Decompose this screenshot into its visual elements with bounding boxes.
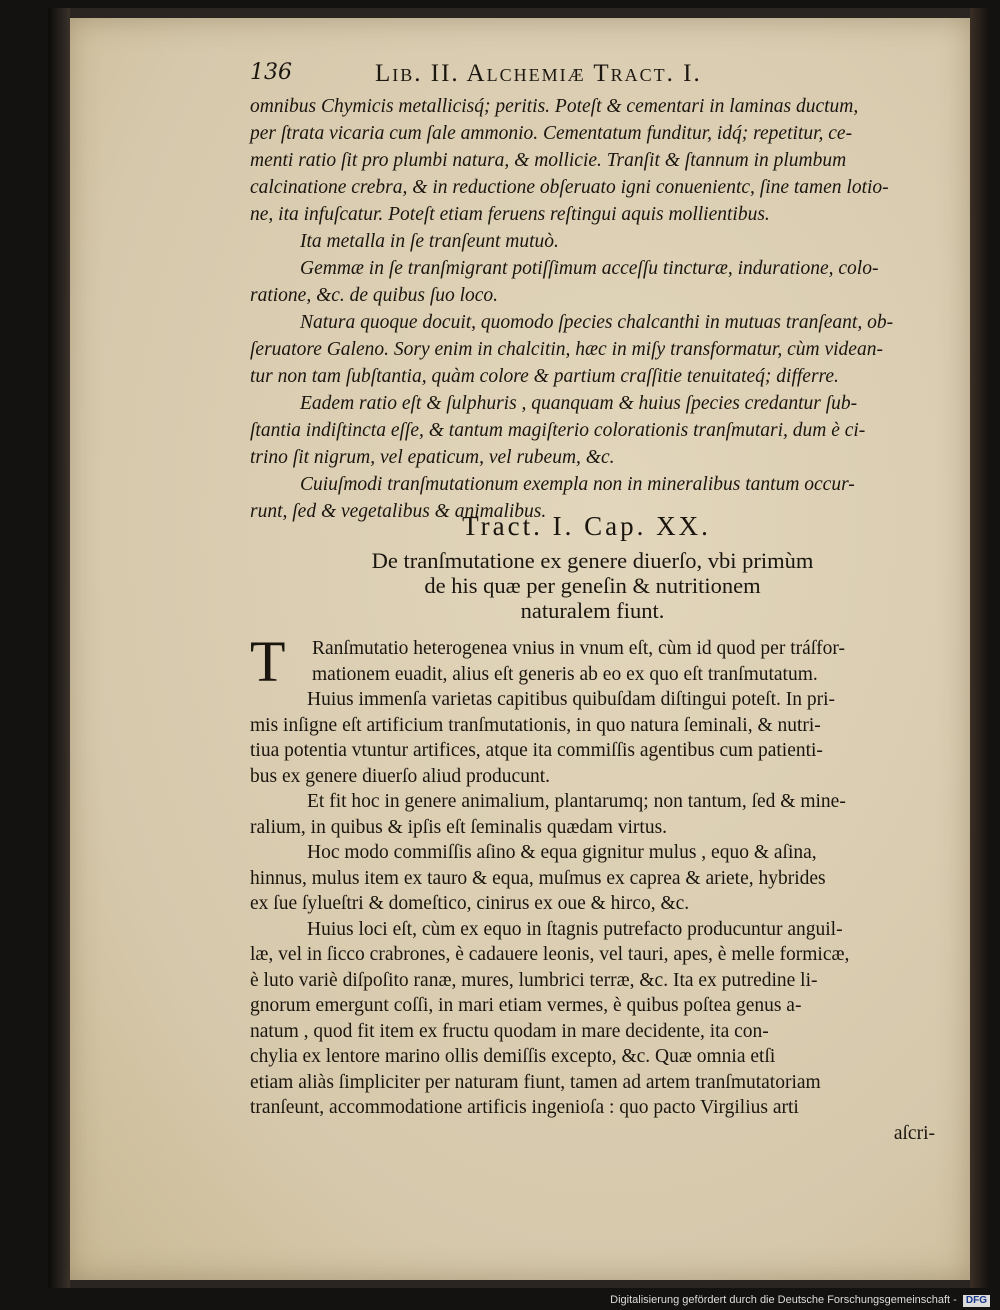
text-line: Natura quoque docuit, quomodo ſpecies chalcanthi in mutuas tranſeant, ob-	[300, 312, 894, 333]
text-line: chylia ex lentore marino ollis demiſſis excepto, &c. Quæ omnia etſi	[250, 1046, 776, 1067]
text-line: ralium, in quibus & ipſis eſt ſeminalis quædam virtus.	[250, 816, 668, 838]
text-line: ne, ita infuſcatur. Poteſt etiam feruens reſtingui aquis mollientibus.	[250, 204, 770, 225]
text-line: è luto variè diſpoſito ranæ, mures, lumbrici terræ, &c. Ita ex putredine li-	[250, 969, 818, 991]
text-line: mationem euadit, alius eſt generis ab eo ex quo eſt tranſmutatum.	[312, 663, 818, 685]
text-line: Huius immenſa varietas capitibus quibuſdam diſtingui poteſt. In pri-	[307, 689, 836, 710]
text-line: bus ex genere diuerſo aliud producunt.	[250, 765, 550, 787]
digitization-credit	[600, 1293, 990, 1307]
text-line: tur non tam ſubſtantia, quàm colore & partium craſſitie tenuitateq́; differre.	[250, 366, 839, 387]
text-line: menti ratio ſit pro plumbi natura, & mollicie. Tranſit & ſtannum in plumbum	[250, 150, 847, 171]
text-line: omnibus Chymicis metallicisq́; peritis. Poteſt & cementari in laminas ductum,	[250, 96, 859, 117]
text-line: gnorum emergunt coſſi, in mari etiam vermes, è quibus poſtea genus a-	[250, 995, 802, 1016]
italic-text-block	[250, 93, 935, 525]
text-line: Hoc modo commiſſis aſino & equa gignitur mulus , equo & aſina,	[307, 842, 817, 863]
text-line: natum , quod fit item ex fructu quodam in mare decidente, ita con-	[250, 1020, 769, 1042]
credit-text: Digitalisierung gefördert durch die Deutsche Forschungsgemeinschaft -	[610, 1294, 957, 1306]
chapter-subtitle-line: naturalem fiunt.	[520, 598, 665, 623]
text-line: hinnus, mulus item ex tauro & equa, muſmus ex caprea & ariete, hybrides	[250, 867, 826, 889]
text-line: mis inſigne eſt artificium tranſmutationis, in quo natura ſeminali, & nutri-	[250, 714, 821, 736]
text-line: ex ſue ſylueſtri & domeſtico, cinirus ex oue & hirco, &c.	[250, 893, 690, 914]
text-line: Gemmæ in ſe tranſmigrant potiſſimum acceſſu tincturæ, induratione, colo-	[300, 258, 879, 279]
text-line: Ita metalla in ſe tranſeunt mutuò.	[300, 231, 559, 252]
text-line: ſeruatore Galeno. Sory enim in chalcitin, hæc in miſy transformatur, cùm videan-	[250, 339, 883, 360]
dfg-logo: DFG	[963, 1295, 990, 1307]
catchword: aſcri-	[893, 1122, 935, 1144]
page-header	[250, 60, 950, 92]
text-line: Eadem ratio eſt & ſulphuris , quanquam & huius ſpecies credantur ſub-	[300, 393, 858, 414]
text-line: læ, vel in ſicco crabrones, è cadauere leonis, vel tauri, apes, è melle formicæ,	[250, 944, 850, 965]
text-line: etiam aliàs ſimpliciter per naturam fiunt, tamen ad artem tranſmutatoriam	[250, 1071, 821, 1093]
text-line: tiua potentia vtuntur artifices, atque ita commiſſis agentibus cum patienti-	[250, 740, 823, 761]
chapter-heading	[250, 510, 935, 623]
text-line: Cuiuſmodi tranſmutationum exempla non in mineralibus tantum occur-	[300, 474, 855, 495]
body-text-block	[250, 636, 935, 1146]
chapter-title: Tract. I. Cap. XX.	[462, 511, 711, 541]
chapter-subtitle-line: De tranſmutatione ex genere diuerſo, vbi primùm	[371, 548, 814, 573]
text-line: tranſeunt, accommodatione artificis ingenioſa : quo pacto Virgilius arti	[250, 1097, 799, 1118]
text-line: Huius loci eſt, cùm ex equo in ſtagnis putrefacto producuntur anguil-	[307, 918, 843, 940]
page-number: 136	[250, 60, 292, 85]
text-line: trino ſit nigrum, vel epaticum, vel rubeum, &c.	[250, 447, 615, 468]
book-gutter	[48, 8, 70, 1288]
drop-cap-initial: T	[250, 629, 286, 694]
text-line: Et fit hoc in genere animalium, plantarumq; non tantum, ſed & mine-	[307, 791, 846, 812]
page-edge	[970, 8, 990, 1288]
chapter-subtitle-line: de his quæ per geneſin & nutritionem	[424, 573, 761, 598]
text-line: calcinatione crebra, & in reductione obſeruato igni conuenientc, ſine tamen lotio-	[250, 177, 889, 198]
text-line: ſtantia indiſtincta eſſe, & tantum magiſterio colorationis tranſmutari, dum è ci-	[250, 420, 866, 441]
text-line: Ranſmutatio heterogenea vnius in vnum eſt, cùm id quod per tráſfor-	[312, 638, 846, 659]
running-head: Lib. II. Alchemiæ Tract. I.	[375, 60, 702, 87]
text-line: per ſtrata vicaria cum ſale ammonio. Cementatum funditur, idq́; repetitur, ce-	[250, 123, 853, 144]
chapter-subtitle	[250, 548, 935, 623]
text-line: ratione, &c. de quibus ſuo loco.	[250, 285, 499, 306]
text-line: runt, ſed & vegetalibus & animalibus.	[250, 501, 547, 522]
